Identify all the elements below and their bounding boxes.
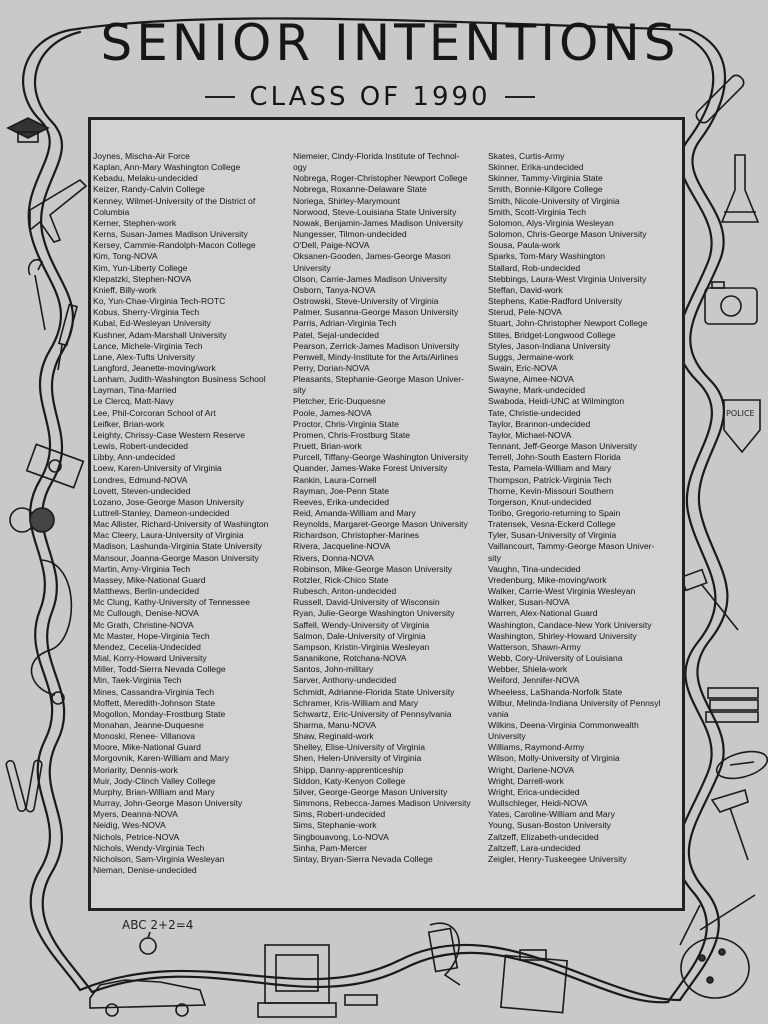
flask-icon bbox=[722, 155, 758, 222]
chalkboard-text: ABC 2+2=4 bbox=[122, 918, 194, 932]
list-item: Swain, Eric-NOVA bbox=[488, 362, 558, 373]
list-item: Martin, Amy-Virginia Tech bbox=[93, 563, 191, 574]
list-item: Mansour, Joanna-George Mason University bbox=[93, 552, 259, 563]
list-item: Langford, Jeanette-moving/work bbox=[93, 362, 216, 373]
camera-icon bbox=[705, 282, 757, 324]
list-item: Matthews, Berlin-undecided bbox=[93, 586, 200, 597]
list-item: Mc Clung, Kathy-University of Tennessee bbox=[93, 597, 250, 608]
list-item: Shelley, Elise-University of Virginia bbox=[293, 742, 425, 753]
list-item: Thompson, Patrick-Virginia Tech bbox=[488, 474, 612, 485]
page-subtitle: CLASS OF 1990 bbox=[249, 82, 491, 112]
list-item: Rivera, Jacqueline-NOVA bbox=[293, 541, 391, 552]
list-item: Myers, Deanna-NOVA bbox=[93, 809, 178, 820]
list-item: O'Dell, Paige-NOVA bbox=[293, 240, 370, 251]
names-column-2 bbox=[293, 151, 485, 865]
subtitle-row bbox=[190, 80, 550, 114]
list-item: Reeves, Erika-undecided bbox=[293, 496, 390, 507]
list-item: Skinner, Erika-undecided bbox=[488, 162, 584, 173]
list-item: Niemeier, Cindy-Florida Institute of Technol- bbox=[293, 151, 460, 161]
list-item: Taylor, Michael-NOVA bbox=[488, 429, 572, 440]
list-item: University bbox=[488, 731, 526, 742]
list-item: Schmidt, Adrianne-Florida State University bbox=[293, 686, 455, 697]
list-item: Knieff, Billy-work bbox=[93, 284, 157, 295]
list-item: Proctor, Chris-Virginia State bbox=[293, 418, 399, 429]
list-item: Robinson, Mike-George Mason University bbox=[293, 563, 453, 574]
airplane-icon bbox=[30, 180, 86, 242]
list-item: Sananikone, Rotchana-NOVA bbox=[293, 653, 407, 664]
list-item: Purcell, Tiffany-George Washington University bbox=[293, 452, 469, 463]
list-item: Kushner, Adam-Marshall University bbox=[93, 329, 227, 340]
list-item: Nungesser, Tilmon-undecided bbox=[293, 229, 407, 240]
list-item: Pleasants, Stephanie-George Mason Univer- bbox=[293, 374, 465, 385]
names-column-3 bbox=[488, 151, 680, 865]
list-item: Kobus, Sherry-Virginia Tech bbox=[93, 307, 200, 318]
list-item: Kerner, Stephen-work bbox=[93, 217, 177, 228]
list-item: Kerns, Susan-James Madison University bbox=[93, 229, 248, 240]
list-item: Smith, Nicole-University of Virginia bbox=[488, 195, 620, 206]
list-item: Rankin, Laura-Cornell bbox=[293, 474, 377, 485]
list-item: Tennant, Jeff-George Mason University bbox=[488, 441, 637, 452]
list-item: Stebbings, Laura-West Virginia University bbox=[488, 273, 647, 284]
list-item: Olson, Carrie-James Madison University bbox=[293, 273, 447, 284]
list-item: Ostrowski, Steve-University of Virginia bbox=[293, 296, 439, 307]
police-badge-icon bbox=[724, 400, 760, 452]
list-item: Tyler, Susan-University of Virginia bbox=[488, 530, 617, 541]
list-item: Warren, Alex-National Guard bbox=[488, 608, 598, 619]
list-item: sity bbox=[488, 552, 501, 563]
list-item: Tate, Christie-undecided bbox=[488, 407, 581, 418]
list-item: Sintay, Bryan-Sierra Nevada College bbox=[293, 853, 433, 864]
list-item: Loew, Karen-University of Virginia bbox=[93, 463, 222, 474]
list-item: Stites, Bridget-Longwood College bbox=[488, 329, 616, 340]
list-item: Murray, John-George Mason University bbox=[93, 798, 243, 809]
list-item: Sparks, Tom-Mary Washington bbox=[488, 251, 606, 262]
stethoscope-icon bbox=[31, 560, 71, 704]
list-item: Smith, Scott-Virginia Tech bbox=[488, 206, 587, 217]
list-item: Pruett, Brian-work bbox=[293, 441, 362, 452]
list-item: Poole, James-NOVA bbox=[293, 407, 372, 418]
list-item: Moriarity, Dennis-work bbox=[93, 764, 178, 775]
hammer-icon bbox=[712, 790, 748, 860]
list-item: Sterud, Pele-NOVA bbox=[488, 307, 562, 318]
list-item: Silver, George-George Mason University bbox=[293, 786, 448, 797]
list-item: Neidig, Wes-NOVA bbox=[93, 820, 166, 831]
list-item: Leifker, Brian-work bbox=[93, 418, 165, 429]
list-item: Lance, Michele-Virginia Tech bbox=[93, 340, 203, 351]
list-item: Wilson, Molly-University of Virginia bbox=[488, 753, 620, 764]
list-item: Torgerson, Knut-undecided bbox=[488, 496, 592, 507]
list-item: Rotzler, Rick-Chico State bbox=[293, 574, 389, 585]
list-item: Nichols, Wendy-Virginia Tech bbox=[93, 842, 205, 853]
list-item: Zaltzeff, Elizabeth-undecided bbox=[488, 831, 599, 842]
list-item: Mc Master, Hope-Virginia Tech bbox=[93, 630, 210, 641]
list-item: Min, Taek-Virginia Tech bbox=[93, 675, 182, 686]
list-item: Klepatzki, Stephen-NOVA bbox=[93, 273, 192, 284]
list-item: Tratensek, Vesna-Eckerd College bbox=[488, 519, 616, 530]
list-item: Miller, Todd-Sierra Nevada College bbox=[93, 664, 226, 675]
list-item: Simmons, Rebecca-James Madison University bbox=[293, 798, 471, 809]
list-item: Toribo, Gregorio-returning to Spain bbox=[488, 508, 621, 518]
list-item: Shen, Helen-University of Virginia bbox=[293, 753, 422, 764]
list-item: Le Clercq, Matt-Navy bbox=[93, 396, 174, 407]
list-item: Stuart, John-Christopher Newport College bbox=[488, 318, 648, 329]
list-item: Palmer, Susanna-George Mason University bbox=[293, 307, 459, 318]
list-item: Ko, Yun-Chae-Virginia Tech-ROTC bbox=[93, 296, 226, 307]
list-item: Patel, Sejal-undecided bbox=[293, 329, 379, 340]
list-item: Mc Grath, Christine-NOVA bbox=[93, 619, 194, 630]
list-item: Keizer, Randy-Calvin College bbox=[93, 184, 205, 195]
list-item: Skates, Curtis-Army bbox=[488, 151, 565, 161]
list-item: Solomon, Alys-Virginia Wesleyan bbox=[488, 217, 614, 228]
list-item: Leighty, Chrissy-Case Western Reserve bbox=[93, 429, 246, 440]
list-item: Nobrega, Roxanne-Delaware State bbox=[293, 184, 427, 195]
list-item: Mines, Cassandra-Virginia Tech bbox=[93, 686, 215, 697]
list-item: Steffan, David-work bbox=[488, 284, 563, 295]
list-item: Moffett, Meredith-Johnson State bbox=[93, 697, 216, 708]
list-item: Parris, Adrian-Virginia Tech bbox=[293, 318, 397, 329]
list-item: Wheeless, LaShanda-Norfolk State bbox=[488, 686, 623, 697]
list-item: Mogollon, Monday-Frostburg State bbox=[93, 708, 226, 719]
list-item: Sims, Stephanie-work bbox=[293, 820, 377, 831]
list-item: sity bbox=[293, 385, 306, 396]
list-item: Webb, Cory-University of Louisiana bbox=[488, 653, 623, 664]
list-item: University bbox=[293, 262, 331, 273]
briefcase-icon bbox=[501, 950, 567, 1013]
list-item: Mial, Korry-Howard University bbox=[93, 653, 207, 664]
list-item: Terrell, John-South Eastern Florida bbox=[488, 452, 621, 463]
list-item: Young, Susan-Boston University bbox=[488, 820, 611, 831]
list-item: Shipp, Danny-apprenticeship bbox=[293, 764, 404, 775]
list-item: Massey, Mike-National Guard bbox=[93, 574, 206, 585]
list-item: Perry, Dorian-NOVA bbox=[293, 362, 370, 373]
list-item: Norwood, Steve-Louisiana State University bbox=[293, 206, 457, 217]
list-item: Rubesch, Anton-undecided bbox=[293, 586, 397, 597]
list-item: Rivers, Donna-NOVA bbox=[293, 552, 375, 563]
list-item: Washington, Shirley-Howard University bbox=[488, 630, 637, 641]
list-item: Nowak, Benjamin-James Madison University bbox=[293, 217, 464, 228]
police-badge-label: POLICE bbox=[726, 409, 755, 418]
list-item: Singbouavong, Lo-NOVA bbox=[293, 831, 389, 842]
list-item: Reid, Amanda-William and Mary bbox=[293, 508, 416, 518]
list-item: Swayne, Mark-undecided bbox=[488, 385, 585, 396]
list-item: Wright, Erica-undecided bbox=[488, 786, 580, 797]
list-item: Stallard, Rob-undecided bbox=[488, 262, 581, 273]
list-item: Lovett, Steven-undecided bbox=[93, 485, 191, 496]
list-item: Kenney, Wilmet-University of the District of bbox=[93, 195, 256, 206]
list-item: Webber, Shiela-work bbox=[488, 664, 568, 675]
list-item: Zeigler, Henry-Tuskeegee University bbox=[488, 853, 627, 864]
list-item: Swayne, Aimee-NOVA bbox=[488, 374, 574, 385]
list-item: Skinner, Tammy-Virginia State bbox=[488, 173, 603, 184]
list-item: Pletcher, Eric-Duquesne bbox=[293, 396, 386, 407]
list-item: Rayman, Joe-Penn State bbox=[293, 485, 390, 496]
list-item: Morgovnik, Karen-William and Mary bbox=[93, 753, 230, 764]
list-item: Layman, Tina-Married bbox=[93, 385, 177, 396]
list-item: Nobrega, Roger-Christopher Newport College bbox=[293, 173, 468, 184]
list-item: Stephens, Katie-Radford University bbox=[488, 296, 623, 307]
list-item: Monoski, Renee- Villanova bbox=[93, 731, 196, 742]
list-item: Richardson, Christopher-Marines bbox=[293, 530, 420, 541]
list-item: Thorne, Kevin-Missouri Southern bbox=[488, 485, 614, 496]
list-item: Walker, Carrie-West Virginia Wesleyan bbox=[488, 586, 636, 597]
list-item: Solomon, Chris-George Mason University bbox=[488, 229, 647, 240]
list-item: Madison, Lashunda-Virginia State University bbox=[93, 541, 262, 552]
list-item: Promen, Chris-Frostburg State bbox=[293, 429, 411, 440]
list-item: Londres, Edmund-NOVA bbox=[93, 474, 188, 485]
list-item: Smith, Bonnie-Kilgore College bbox=[488, 184, 603, 195]
list-item: Wullschleger, Heidi-NOVA bbox=[488, 798, 588, 809]
list-item: Joynes, Mischa-Air Force bbox=[93, 151, 190, 161]
list-item: Watterson, Shawn-Army bbox=[488, 641, 581, 652]
list-item: Lozano, Jose-George Mason University bbox=[93, 496, 244, 507]
list-item: Russell, David-University of Wisconsin bbox=[293, 597, 440, 608]
list-item: Walker, Susan-NOVA bbox=[488, 597, 570, 608]
list-item: vania bbox=[488, 708, 509, 719]
list-item: Murphy, Brian-William and Mary bbox=[93, 786, 215, 797]
list-item: Mc Cullough, Denise-NOVA bbox=[93, 608, 199, 619]
list-item: ogy bbox=[293, 162, 307, 173]
list-item: Schramer, Kris-William and Mary bbox=[293, 697, 419, 708]
computer-icon bbox=[258, 945, 377, 1017]
list-item: Luttrell-Stanley, Dameon-undecided bbox=[93, 508, 230, 518]
list-item: Kersey, Cammie-Randolph-Macon College bbox=[93, 240, 256, 251]
list-item: Sims, Robert-undecided bbox=[293, 809, 386, 820]
list-item: Lanham, Judith-Washington Business School bbox=[93, 374, 266, 385]
list-item: Swaboda, Heidi-UNC at Wilmington bbox=[488, 396, 625, 407]
list-item: Noriega, Shirley-Marymount bbox=[293, 195, 400, 206]
list-item: Lee, Phil-Corcoran School of Art bbox=[93, 407, 216, 418]
list-item: Ryan, Julie-George Washington University bbox=[293, 608, 455, 619]
list-item: Sampson, Kristin-Virginia Wesleyan bbox=[293, 641, 430, 652]
list-item: Taylor, Brannon-undecided bbox=[488, 418, 591, 429]
list-item: Testa, Pamela-William and Mary bbox=[488, 463, 612, 474]
list-item: Suggs, Jermaine-work bbox=[488, 351, 574, 362]
list-item: Lewis, Robert-undecided bbox=[93, 441, 189, 452]
list-item: Zaltzeff, Lara-undecided bbox=[488, 842, 581, 853]
list-item: Wright, Darlene-NOVA bbox=[488, 764, 575, 775]
list-item: Reynolds, Margaret-George Mason University bbox=[293, 519, 468, 530]
list-item: Sharma, Manu-NOVA bbox=[293, 719, 376, 730]
list-item: Vredenburg, Mike-moving/work bbox=[488, 574, 607, 585]
list-item: Kim, Yun-Liberty College bbox=[93, 262, 188, 273]
list-item: Sarver, Anthony-undecided bbox=[293, 675, 397, 686]
list-item: Washington, Candace-New York University bbox=[488, 619, 652, 630]
list-item: Penwell, Mindy-Institute for the Arts/Airlines bbox=[293, 351, 459, 362]
list-item: Nichols, Petrice-NOVA bbox=[93, 831, 180, 842]
car-icon bbox=[90, 980, 205, 1016]
list-item: Kim, Tong-NOVA bbox=[93, 251, 158, 262]
list-item: Libby, Ann-undecided bbox=[93, 452, 176, 463]
list-item: Vaillancourt, Tammy-George Mason Univer- bbox=[488, 541, 655, 552]
list-item: Moore, Mike-National Guard bbox=[93, 742, 201, 753]
list-item: Yates, Caroline-William and Mary bbox=[488, 809, 615, 820]
list-item: Siddon, Katy-Kenyon College bbox=[293, 775, 406, 786]
list-item: Muir, Jody-Clinch Valley College bbox=[93, 775, 216, 786]
list-item: Columbia bbox=[93, 206, 130, 217]
list-item: Styles, Jason-Indiana University bbox=[488, 340, 611, 351]
list-item: Wright, Darrell-work bbox=[488, 775, 564, 786]
list-item: Vaughn, Tina-undecided bbox=[488, 563, 581, 574]
list-item: Sousa, Paula-work bbox=[488, 240, 561, 251]
list-item: Lane, Alex-Tufts University bbox=[93, 351, 195, 362]
list-item: Sinha, Pam-Mercer bbox=[293, 842, 368, 853]
list-item: Wilbur, Melinda-Indiana University of Pennsyl bbox=[488, 697, 661, 708]
names-column-1 bbox=[93, 151, 288, 876]
list-item: Quander, James-Wake Forest University bbox=[293, 463, 448, 474]
list-item: Santos, John-military bbox=[293, 664, 374, 675]
list-item: Kubal, Ed-Wesleyan University bbox=[93, 318, 211, 329]
list-item: Shaw, Reginald-work bbox=[293, 731, 374, 742]
subtitle-dash-left bbox=[205, 96, 235, 98]
list-item: Kaplan, Ann-Mary Washington College bbox=[93, 162, 241, 173]
money-icon bbox=[27, 444, 84, 487]
subtitle-dash-right bbox=[505, 96, 535, 98]
list-item: Kebadu, Melaku-undecided bbox=[93, 173, 198, 184]
list-item: Schwartz, Eric-University of Pennsylvania bbox=[293, 708, 452, 719]
page-title: SENIOR INTENTIONS bbox=[100, 14, 680, 72]
list-item: Saffell, Wendy-University of Virginia bbox=[293, 619, 430, 630]
list-item: Wilkins, Deena-Virginia Commonwealth bbox=[488, 719, 639, 730]
list-item: Salmon, Dale-University of Virginia bbox=[293, 630, 426, 641]
list-item: Osborn, Tanya-NOVA bbox=[293, 284, 376, 295]
list-item: Mac Cleery, Laura-University of Virginia bbox=[93, 530, 244, 541]
list-item: Mendez, Cecelia-Undecided bbox=[93, 641, 201, 652]
list-item: Nicholson, Sam-Virginia Wesleyan bbox=[93, 853, 225, 864]
list-item: Weiford, Jennifer-NOVA bbox=[488, 675, 580, 686]
list-item: Pearson, Zerrick-James Madison University bbox=[293, 340, 460, 351]
apple-icon bbox=[140, 932, 156, 954]
wrench-icon bbox=[29, 260, 45, 330]
list-item: Nieman, Denise-undecided bbox=[93, 865, 197, 875]
list-item: Oksanen-Gooden, James-George Mason bbox=[293, 251, 451, 262]
list-item: Williams, Raymond-Army bbox=[488, 742, 585, 753]
list-item: Mac Allister, Richard-University of Washington bbox=[93, 519, 269, 530]
list-item: Monahan, Jeanne-Duquesne bbox=[93, 719, 204, 730]
